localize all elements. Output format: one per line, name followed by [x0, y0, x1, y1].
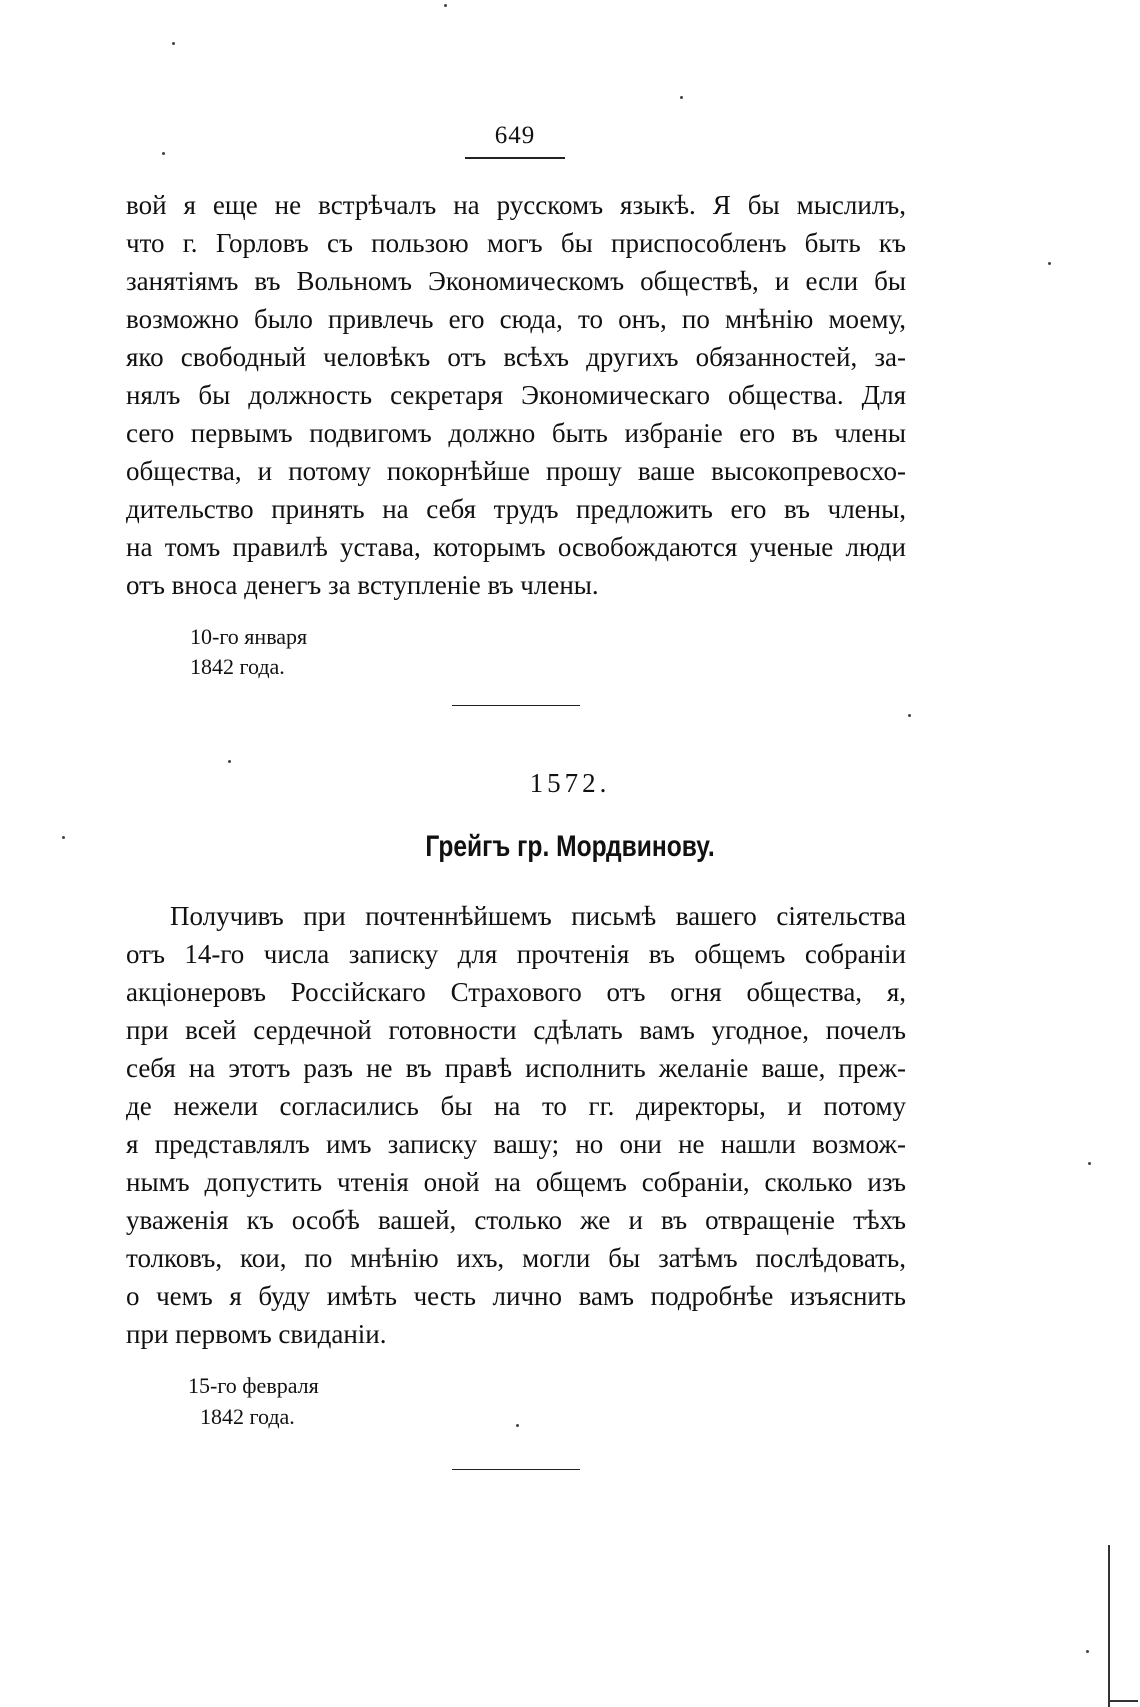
end-divider [452, 1469, 580, 1470]
text-line: что г. Горловъ съ пользою могъ бы приспособленъ быть къ [126, 228, 906, 258]
text-line: занятіямъ въ Вольномъ Экономическомъ обществѣ, и если бы [126, 266, 906, 296]
text-line: возможно было привлечь его сюда, то онъ, по мнѣнію моему, [126, 304, 906, 334]
text-line: толковъ, кои, по мнѣнію ихъ, могли бы затѣмъ послѣдовать, [126, 1243, 906, 1273]
text-line: на томъ правилѣ устава, которымъ освобождаются ученые люди [126, 532, 906, 562]
text-line: при первомъ свиданіи. [126, 1319, 387, 1349]
letter-date-day: 15-го февраля [188, 1373, 319, 1398]
scan-speck [444, 4, 447, 7]
text-line: нымъ допустить чтенія оной на общемъ собраніи, сколько изъ [126, 1167, 906, 1197]
text-line: нялъ бы должность секретаря Экономическаго общества. Для [126, 380, 906, 410]
page-number: 649 [494, 122, 536, 149]
page-edge-mark-foot [1108, 1700, 1138, 1702]
text-line: общества, и потому покорнѣйше прошу ваше высокопревосхо- [126, 456, 906, 486]
letter-date-year: 1842 года. [200, 1404, 295, 1429]
scan-speck [162, 152, 165, 155]
previous-letter-date-day: 10-го января [190, 624, 308, 649]
text-line: о чемъ я буду имѣть честь лично вамъ подробнѣе изъяснить [126, 1281, 906, 1311]
text-line: Получивъ при почтеннѣйшемъ письмѣ вашего сіятельства [170, 901, 906, 931]
scan-speck [228, 760, 231, 763]
scan-speck [1088, 1162, 1091, 1165]
page-edge-mark [1108, 1545, 1110, 1707]
text-line: я представлялъ имъ записку вашу; но они не нашли возмож- [126, 1129, 906, 1159]
letter-number: 1572. [529, 768, 611, 798]
letter-heading: Грейгъ гр. Мордвинову. [425, 830, 715, 863]
scan-speck [680, 96, 683, 99]
page-number-underline [465, 157, 565, 159]
text-line: вой я еще не встрѣчалъ на русскомъ языкѣ. Я бы мыслилъ, [126, 190, 906, 220]
section-divider [452, 705, 580, 706]
text-line: яко свободный человѣкъ отъ всѣхъ другихъ обязанностей, за- [126, 342, 906, 372]
scan-speck [62, 836, 65, 839]
previous-letter-date-year: 1842 года. [190, 654, 285, 679]
text-line: отъ вноса денегъ за вступленіе въ члены. [126, 570, 599, 600]
text-line: дительство принять на себя трудъ предложить его въ члены, [126, 494, 906, 524]
text-line: сего первымъ подвигомъ должно быть избраніе его въ члены [126, 418, 906, 448]
text-line: отъ 14-го числа записку для прочтенія въ общемъ собраніи [126, 939, 906, 969]
text-line: при всей сердечной готовности сдѣлать вамъ угодное, почелъ [126, 1015, 906, 1045]
text-line: де нежели согласились бы на то гг. директоры, и потому [126, 1091, 906, 1121]
scan-speck [1086, 1650, 1089, 1653]
text-line: акціонеровъ Россійскаго Страхового отъ огня общества, я, [126, 977, 906, 1007]
scan-speck [908, 714, 911, 717]
scan-speck [516, 1424, 519, 1427]
text-line: уваженія къ особѣ вашей, столько же и въ отвращеніе тѣхъ [126, 1205, 906, 1235]
scan-speck [172, 42, 175, 45]
scan-speck [1048, 262, 1051, 265]
text-line: себя на этотъ разъ не въ правѣ исполнить желаніе ваше, преж- [126, 1053, 906, 1083]
